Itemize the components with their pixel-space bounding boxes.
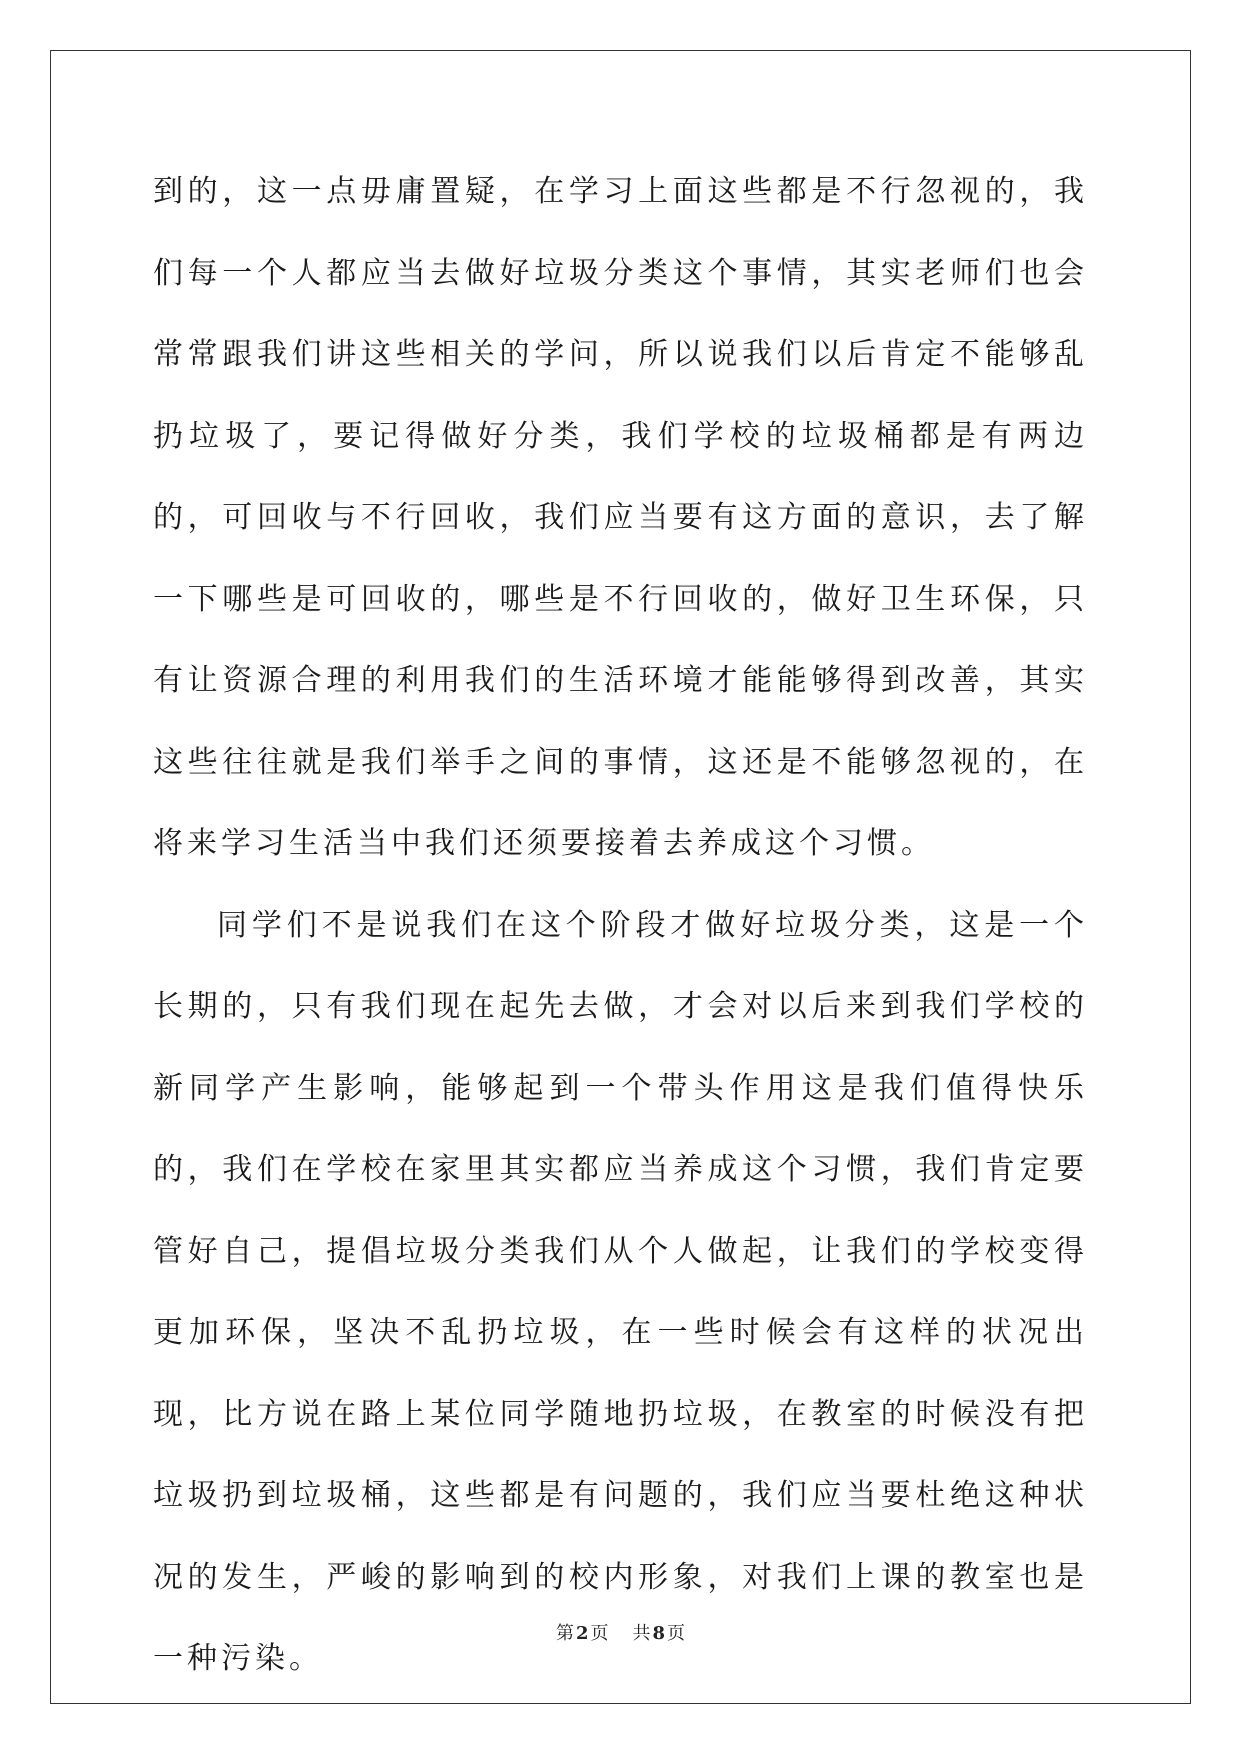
page-prefix: 第 — [555, 1623, 574, 1644]
total-pages-number: 8 — [652, 1623, 666, 1644]
text-line: 到的，这一点毋庸置疑，在学习上面这些都是不行忽视的，我们每一 — [153, 174, 1088, 291]
total-suffix: 页 — [667, 1623, 686, 1644]
text-line: 这些相关的学问，所以说我们以后肯定不能够乱扔垃圾了，要记得做 — [153, 337, 1089, 454]
text-line: 好分类，我们学校的垃圾桶都是有两边的，可回收与不行回收，我们 — [153, 418, 1089, 535]
page-suffix: 页 — [590, 1623, 609, 1644]
text-line: 个人都应当去做好垃圾分类这个事情，其实老师们也会常常跟我们讲 — [153, 255, 1089, 372]
paragraph — [153, 151, 1088, 885]
text-line: 应当要有这方面的意识，去了解一下哪些是可回收的，哪些是不行回 — [153, 500, 1088, 617]
current-page-number: 2 — [575, 1623, 589, 1644]
text-line: 忽视的，在将来学习生活当中我们还须要接着去养成这个习惯。 — [153, 744, 1089, 861]
total-prefix: 共 — [632, 1623, 651, 1644]
text-line: 时候没有把垃圾扔到垃圾桶，这些都是有问题的，我们应当要杜绝这 — [153, 1396, 1089, 1513]
text-line: 种状况的发生，严峻的影响到的校内形象，对我们上课的教室也是一 — [153, 1478, 1089, 1676]
text-line: 够得到改善，其实这些往往就是我们举手之间的事情，这还是不能够 — [153, 663, 1089, 780]
text-line: 只有我们现在起先去做，才会对以后来到我们学校的新同学产生影响， — [153, 989, 1089, 1106]
page-footer — [0, 1622, 1241, 1646]
text-line: 会有这样的状况出现，比方说在路上某位同学随地扔垃圾，在教室的 — [153, 1315, 1089, 1432]
paragraph — [153, 885, 1088, 1700]
text-line: 种污染。 — [187, 1641, 323, 1676]
text-line: 同学们不是说我们在这个阶段才做好垃圾分类，这是一个长期的， — [153, 907, 1088, 1024]
text-line: 都应当养成这个习惯，我们肯定要管好自己，提倡垃圾分类我们从个 — [153, 1152, 1089, 1269]
document-body — [153, 151, 1088, 1700]
text-line: 能够起到一个带头作用这是我们值得快乐的，我们在学校在家里其实 — [153, 1070, 1089, 1187]
text-line: 收的，做好卫生环保，只有让资源合理的利用我们的生活环境才能能 — [153, 581, 1089, 698]
text-line: 人做起，让我们的学校变得更加环保，坚决不乱扔垃圾，在一些时候 — [153, 1233, 1089, 1350]
